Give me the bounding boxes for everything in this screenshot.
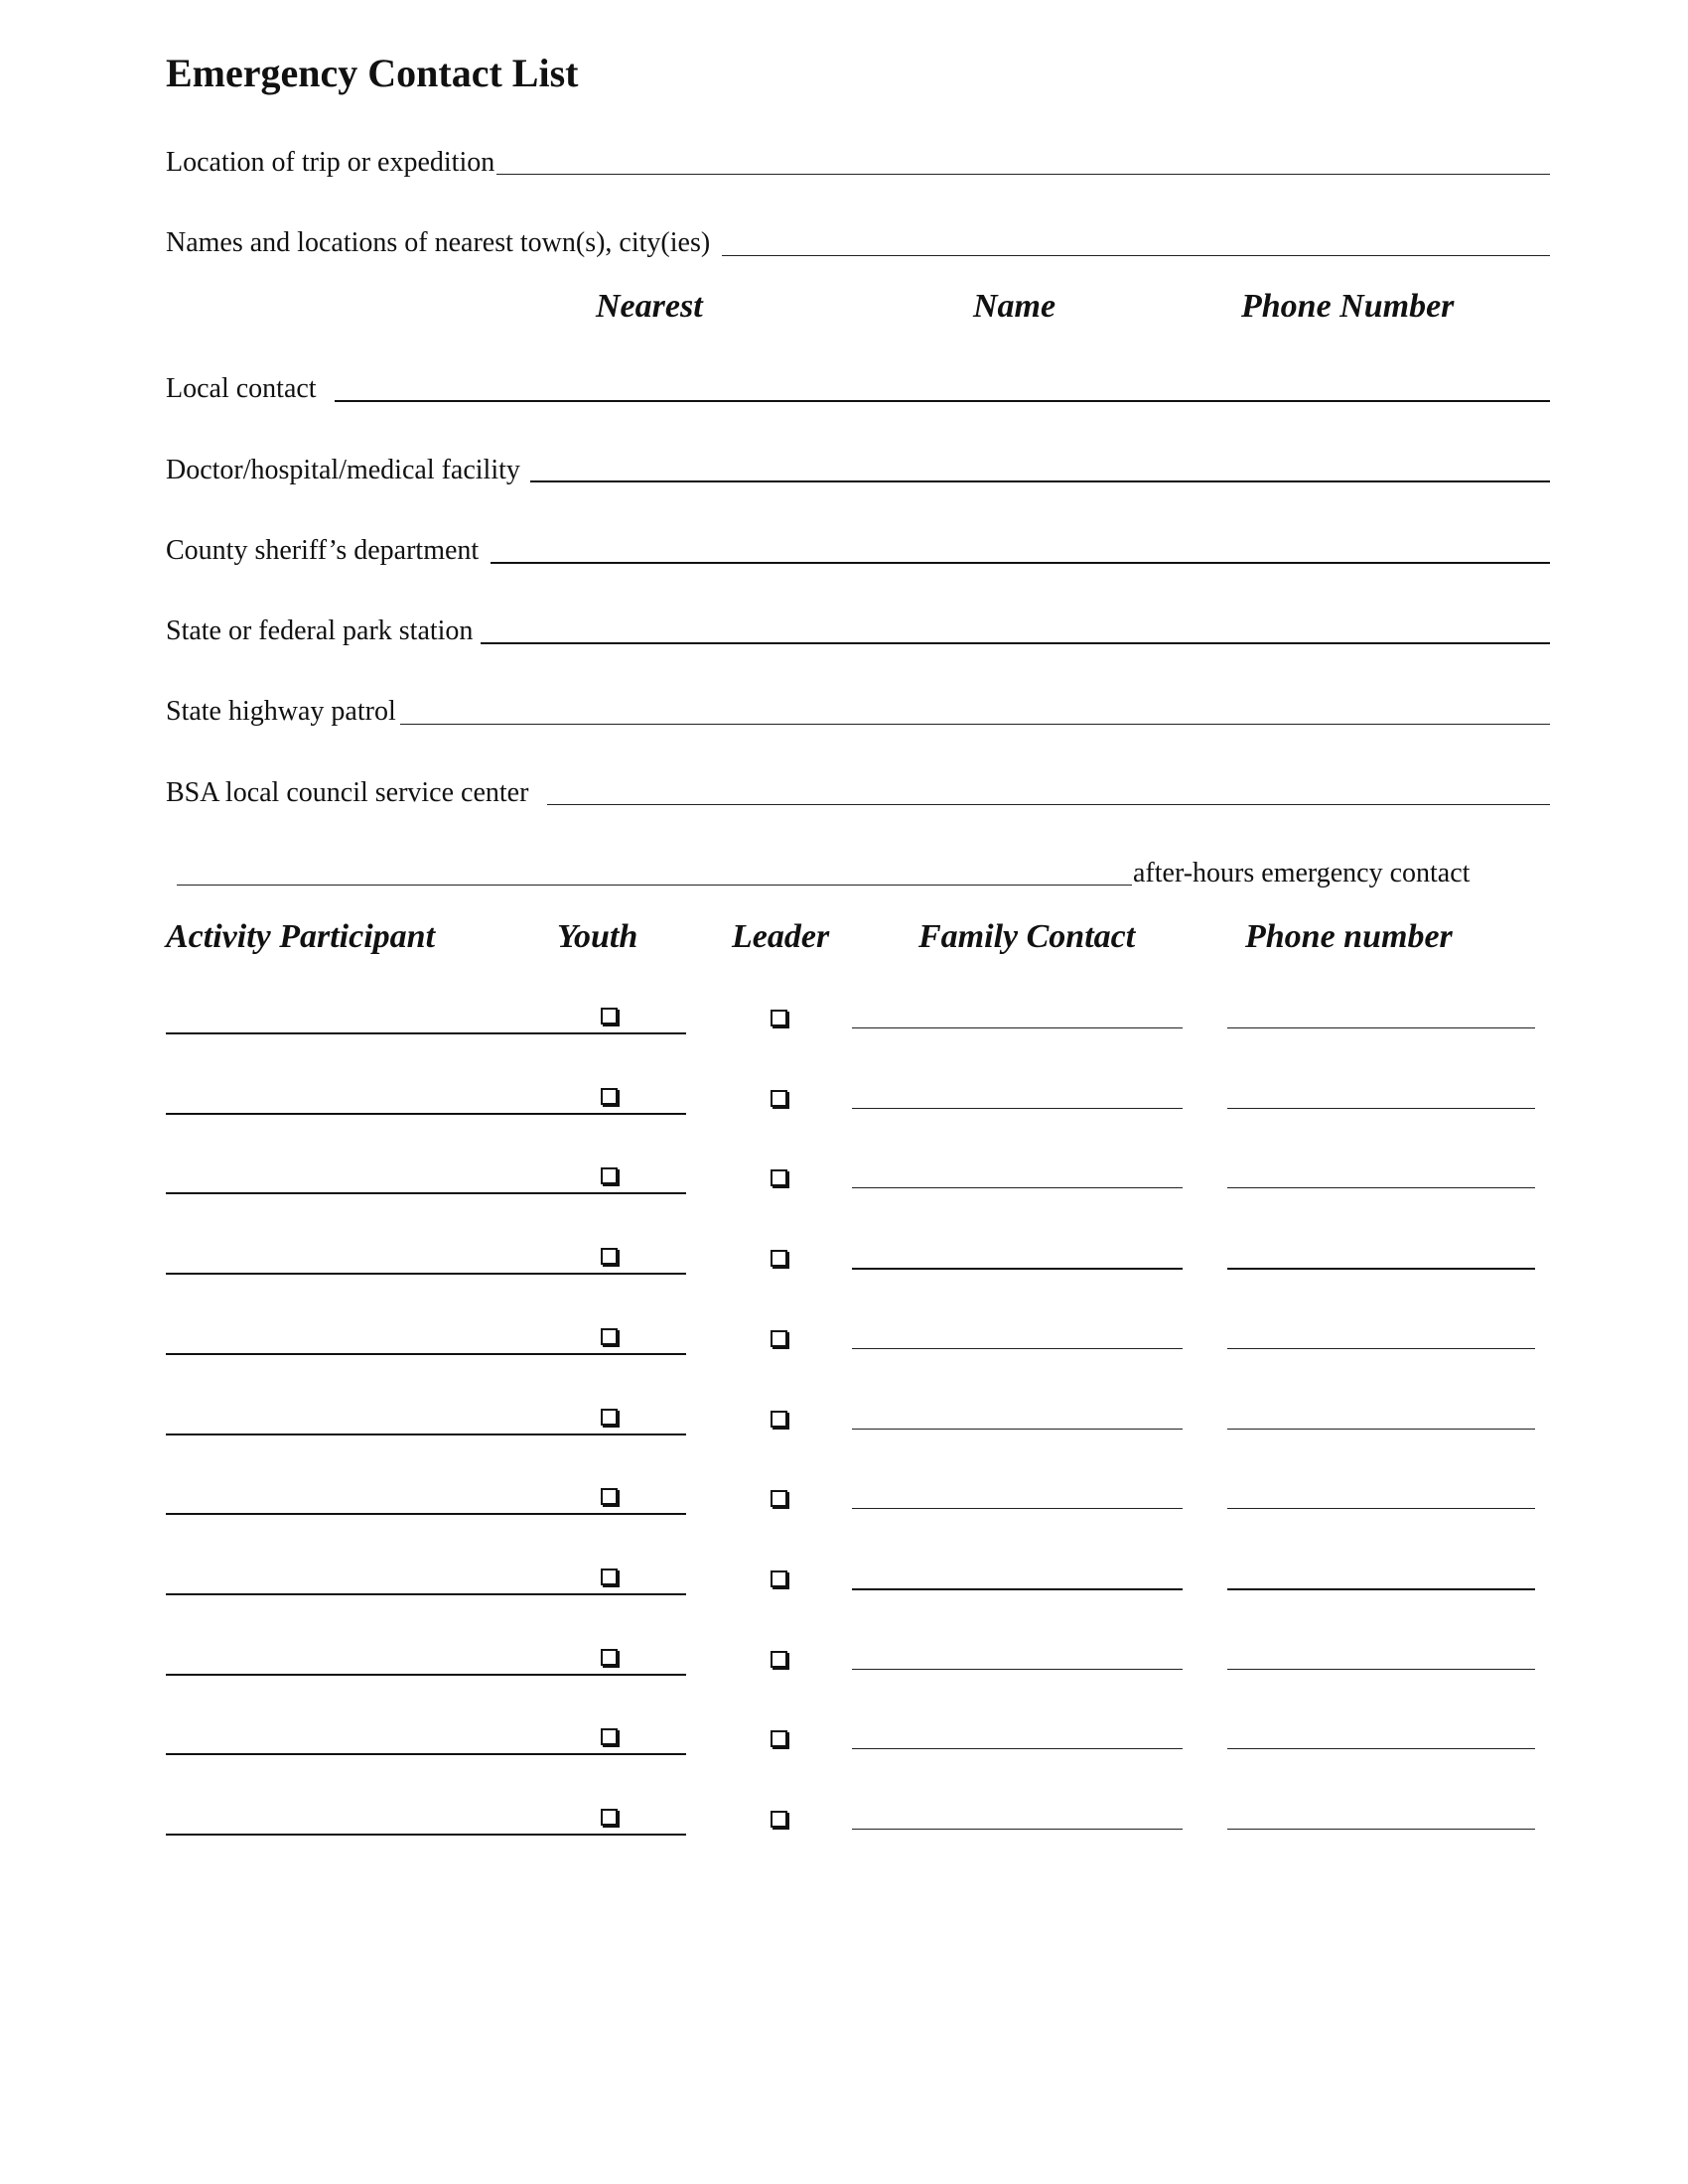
leader-checkbox[interactable] bbox=[771, 1651, 787, 1668]
nearest-towns-input-line[interactable] bbox=[722, 255, 1550, 256]
phone-number-heading: Phone Number bbox=[1241, 288, 1455, 325]
youth-checkbox[interactable] bbox=[601, 1488, 618, 1505]
leader-checkbox[interactable] bbox=[771, 1411, 787, 1428]
youth-checkbox[interactable] bbox=[601, 1728, 618, 1745]
youth-heading: Youth bbox=[557, 918, 638, 955]
participant-name-line[interactable] bbox=[166, 1353, 686, 1355]
sheriff-input-line[interactable] bbox=[491, 562, 1550, 564]
participant-heading: Activity Participant bbox=[166, 918, 436, 955]
park-station-input-line[interactable] bbox=[481, 642, 1550, 644]
nearest-towns-label: Names and locations of nearest town(s), city(ies) bbox=[166, 227, 711, 258]
phone-number-line[interactable] bbox=[1227, 1027, 1535, 1028]
phone-number-line[interactable] bbox=[1227, 1748, 1535, 1749]
phone-number-line[interactable] bbox=[1227, 1508, 1535, 1509]
bsa-council-input-line[interactable] bbox=[547, 804, 1550, 805]
phone-number-line[interactable] bbox=[1227, 1268, 1535, 1270]
youth-checkbox[interactable] bbox=[601, 1649, 618, 1666]
doctor-input-line[interactable] bbox=[530, 480, 1550, 482]
name-heading: Name bbox=[973, 288, 1056, 325]
leader-checkbox[interactable] bbox=[771, 1490, 787, 1507]
family-contact-line[interactable] bbox=[852, 1348, 1183, 1349]
leader-checkbox[interactable] bbox=[771, 1730, 787, 1747]
nearest-heading: Nearest bbox=[596, 288, 703, 325]
participant-name-line[interactable] bbox=[166, 1433, 686, 1435]
leader-checkbox[interactable] bbox=[771, 1330, 787, 1347]
phone-heading: Phone number bbox=[1245, 918, 1453, 955]
leader-checkbox[interactable] bbox=[771, 1169, 787, 1186]
youth-checkbox[interactable] bbox=[601, 1328, 618, 1345]
participant-name-line[interactable] bbox=[166, 1674, 686, 1676]
form-title: Emergency Contact List bbox=[166, 51, 579, 95]
local-contact-input-line[interactable] bbox=[335, 400, 1550, 402]
highway-patrol-input-line[interactable] bbox=[400, 724, 1550, 725]
youth-checkbox[interactable] bbox=[601, 1008, 618, 1024]
phone-number-line[interactable] bbox=[1227, 1108, 1535, 1109]
participant-name-line[interactable] bbox=[166, 1593, 686, 1595]
local-contact-label: Local contact bbox=[166, 373, 317, 404]
phone-number-line[interactable] bbox=[1227, 1187, 1535, 1188]
youth-checkbox[interactable] bbox=[601, 1809, 618, 1826]
leader-heading: Leader bbox=[732, 918, 830, 955]
park-station-label: State or federal park station bbox=[166, 615, 474, 646]
phone-number-line[interactable] bbox=[1227, 1429, 1535, 1430]
after-hours-input-line[interactable] bbox=[177, 885, 1132, 886]
family-contact-heading: Family Contact bbox=[918, 918, 1136, 955]
youth-checkbox[interactable] bbox=[601, 1167, 618, 1184]
leader-checkbox[interactable] bbox=[771, 1090, 787, 1107]
family-contact-line[interactable] bbox=[852, 1588, 1183, 1590]
youth-checkbox[interactable] bbox=[601, 1248, 618, 1265]
participant-name-line[interactable] bbox=[166, 1032, 686, 1034]
after-hours-label: after-hours emergency contact bbox=[1133, 858, 1471, 888]
highway-patrol-label: State highway patrol bbox=[166, 696, 396, 727]
leader-checkbox[interactable] bbox=[771, 1570, 787, 1587]
location-label: Location of trip or expedition bbox=[166, 147, 495, 178]
participant-name-line[interactable] bbox=[166, 1753, 686, 1755]
phone-number-line[interactable] bbox=[1227, 1829, 1535, 1830]
participant-name-line[interactable] bbox=[166, 1273, 686, 1275]
youth-checkbox[interactable] bbox=[601, 1088, 618, 1105]
family-contact-line[interactable] bbox=[852, 1748, 1183, 1749]
youth-checkbox[interactable] bbox=[601, 1409, 618, 1426]
location-input-line[interactable] bbox=[496, 174, 1550, 175]
participant-name-line[interactable] bbox=[166, 1192, 686, 1194]
leader-checkbox[interactable] bbox=[771, 1811, 787, 1828]
participant-name-line[interactable] bbox=[166, 1513, 686, 1515]
youth-checkbox[interactable] bbox=[601, 1569, 618, 1585]
family-contact-line[interactable] bbox=[852, 1027, 1183, 1028]
sheriff-label: County sheriff’s department bbox=[166, 535, 480, 566]
participant-name-line[interactable] bbox=[166, 1113, 686, 1115]
doctor-label: Doctor/hospital/medical facility bbox=[166, 455, 520, 485]
family-contact-line[interactable] bbox=[852, 1187, 1183, 1188]
leader-checkbox[interactable] bbox=[771, 1250, 787, 1267]
phone-number-line[interactable] bbox=[1227, 1348, 1535, 1349]
phone-number-line[interactable] bbox=[1227, 1669, 1535, 1670]
leader-checkbox[interactable] bbox=[771, 1010, 787, 1026]
family-contact-line[interactable] bbox=[852, 1669, 1183, 1670]
family-contact-line[interactable] bbox=[852, 1829, 1183, 1830]
bsa-council-label: BSA local council service center bbox=[166, 777, 529, 808]
family-contact-line[interactable] bbox=[852, 1268, 1183, 1270]
phone-number-line[interactable] bbox=[1227, 1588, 1535, 1590]
family-contact-line[interactable] bbox=[852, 1108, 1183, 1109]
participant-name-line[interactable] bbox=[166, 1834, 686, 1836]
family-contact-line[interactable] bbox=[852, 1429, 1183, 1430]
family-contact-line[interactable] bbox=[852, 1508, 1183, 1509]
